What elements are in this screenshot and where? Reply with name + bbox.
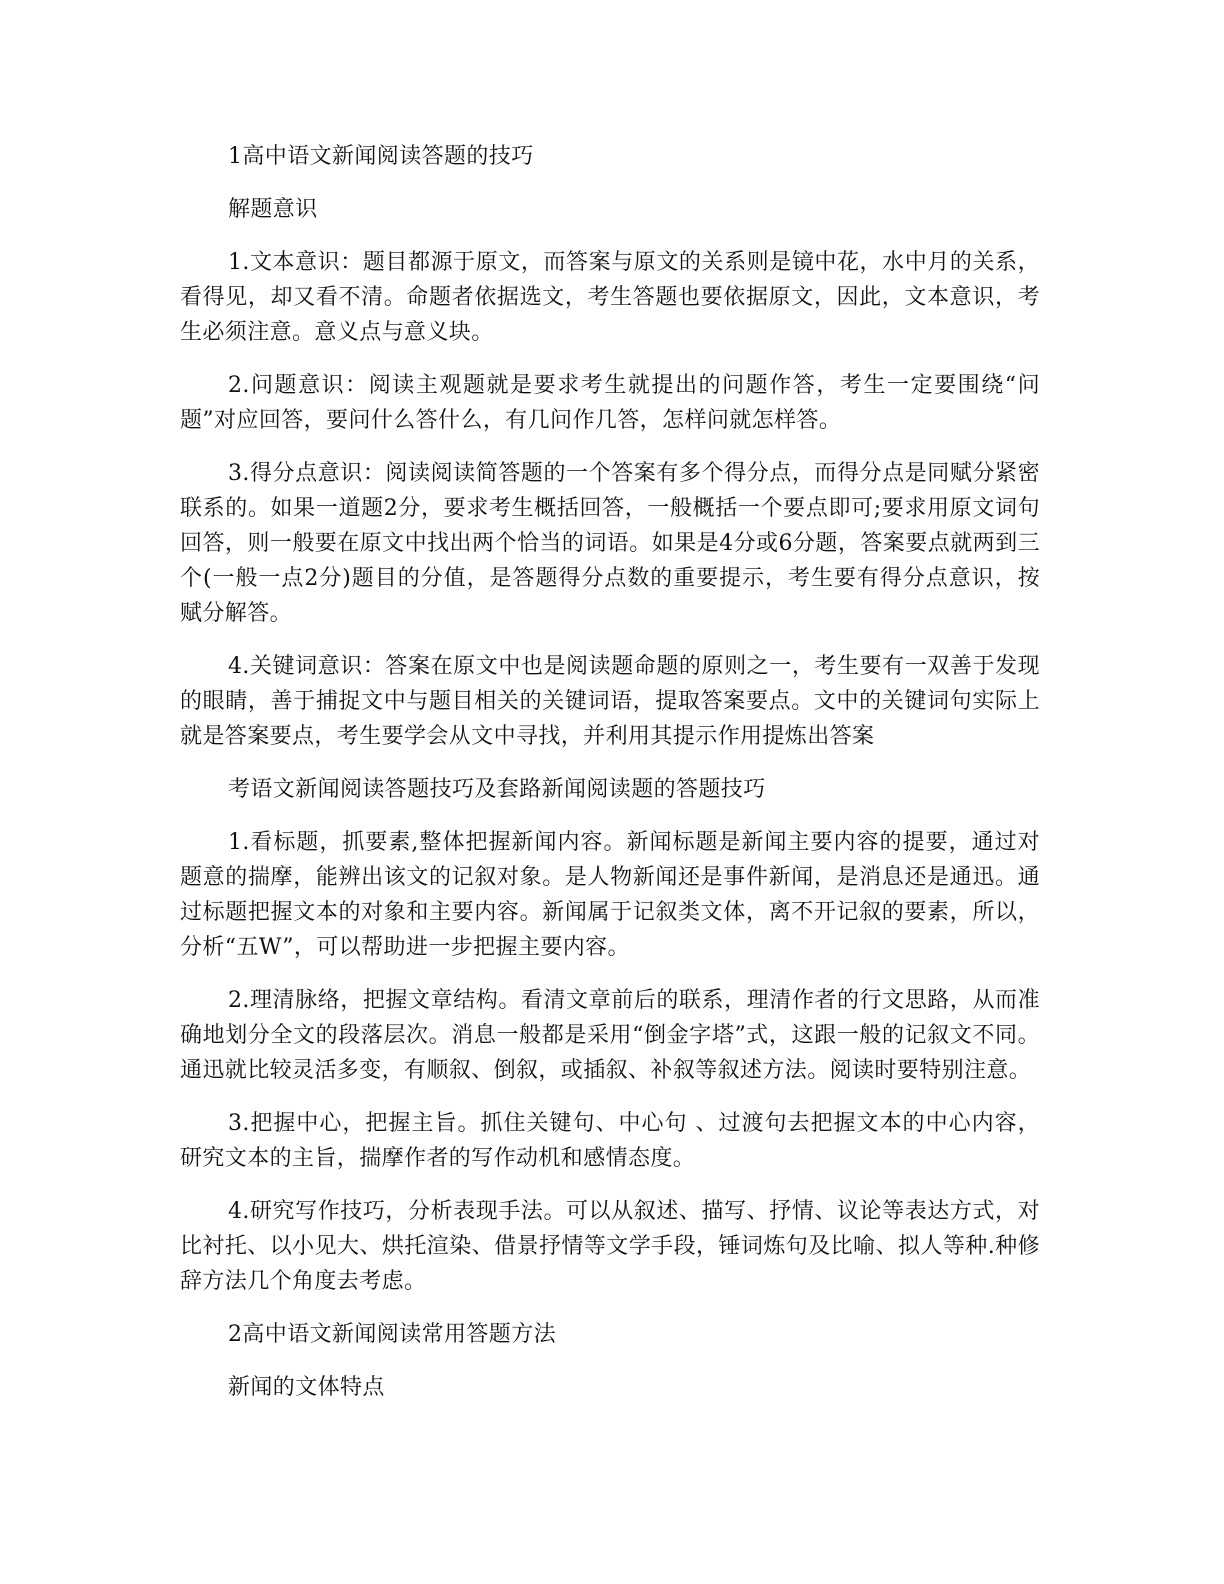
subsection-heading: 新闻的文体特点 xyxy=(228,1375,385,1400)
paragraph: 1.看标题，抓要素,整体把握新闻内容。新闻标题是新闻主要内容的提要，通过对题意的揣摩，能辨出该文的记叙对象。是人物新闻还是事件新闻，是消息还是通迅。通过标题把握文本的对象和主要内容。新闻属于记叙类文体，离不开记叙的要素，所以，分析“五W”，可以帮助进一步把握主要内容。 xyxy=(180,830,1040,960)
section-heading: 2高中语文新闻阅读常用答题方法 xyxy=(228,1322,556,1347)
paragraph: 3.得分点意识：阅读阅读简答题的一个答案有多个得分点，而得分点是同赋分紧密联系的。如果一道题2分，要求考生概括回答，一般概括一个要点即可;要求用原文词句回答，则一般要在原文中找出两个恰当的词语。如果是4分或6分题，答案要点就两到三个(一般一点2分)题目的分值，是答题得分点数的重要提示，考生要有得分点意识，按赋分解答。 xyxy=(180,461,1040,626)
paragraph: 1.文本意识：题目都源于原文，而答案与原文的关系则是镜中花，水中月的关系，看得见，却又看不清。命题者依据选文，考生答题也要依据原文，因此，文本意识，考生必须注意。意义点与意义块。 xyxy=(180,250,1040,345)
subsection-heading: 考语文新闻阅读答题技巧及套路新闻阅读题的答题技巧 xyxy=(228,777,766,802)
paragraph: 2.理清脉络，把握文章结构。看清文章前后的联系，理清作者的行文思路，从而准确地划分全文的段落层次。消息一般都是采用“倒金字塔”式，这跟一般的记叙文不同。通迅就比较灵活多变，有顺叙、倒叙，或插叙、补叙等叙述方法。阅读时要特别注意。 xyxy=(180,988,1040,1083)
paragraph: 4.关键词意识：答案在原文中也是阅读题命题的原则之一，考生要有一双善于发现的眼睛，善于捕捉文中与题目相关的关键词语，提取答案要点。文中的关键词句实际上就是答案要点，考生要学会从文中寻找，并利用其提示作用提炼出答案 xyxy=(180,654,1040,749)
section-heading: 1高中语文新闻阅读答题的技巧 xyxy=(228,144,534,169)
subsection-heading: 解题意识 xyxy=(228,197,318,222)
paragraph: 3.把握中心，把握主旨。抓住关键句、中心句 、过渡句去把握文本的中心内容，研究文本的主旨，揣摩作者的写作动机和感情态度。 xyxy=(180,1111,1040,1171)
paragraph: 2.问题意识：阅读主观题就是要求考生就提出的问题作答，考生一定要围绕“问题”对应回答，要问什么答什么，有几问作几答，怎样问就怎样答。 xyxy=(180,373,1040,433)
document-body xyxy=(180,139,1040,1423)
paragraph: 4.研究写作技巧，分析表现手法。可以从叙述、描写、抒情、议论等表达方式，对比衬托、以小见大、烘托渲染、借景抒情等文学手段，锤词炼句及比喻、拟人等种.种修辞方法几个角度去考虑。 xyxy=(180,1199,1040,1294)
